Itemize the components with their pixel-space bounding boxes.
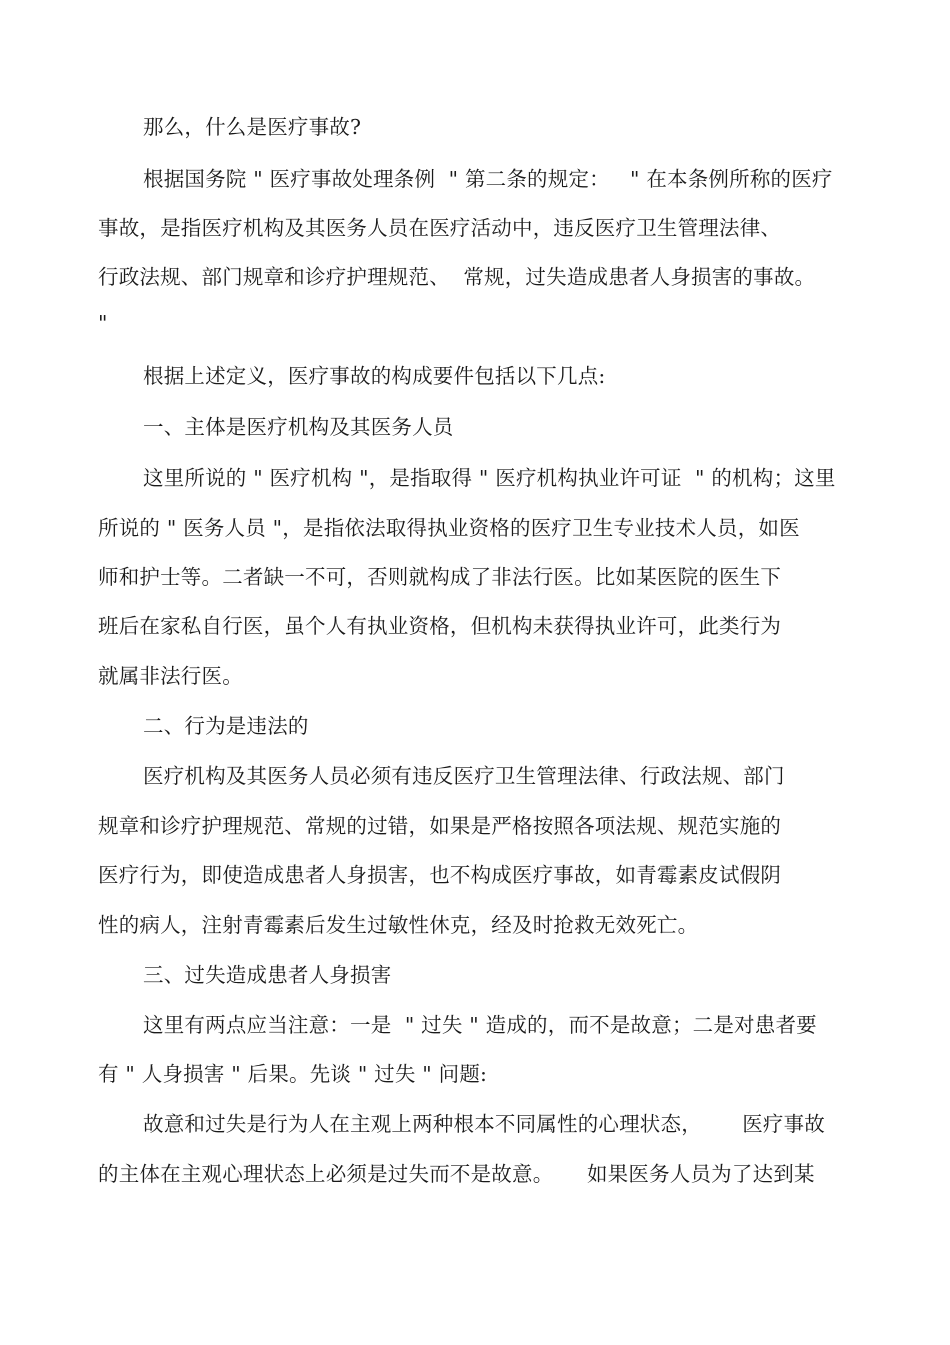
paragraph-line: 这里所说的 " 医疗机构 "，是指取得 " 医疗机构执业许可证 " 的机构；这里 — [143, 466, 836, 490]
paragraph-line: 班后在家私自行医，虽个人有执业资格，但机构未获得执业许可，此类行为 — [98, 614, 782, 638]
paragraph-line: 事故，是指医疗机构及其医务人员在医疗活动中，违反医疗卫生管理法律、 — [98, 216, 782, 240]
paragraph-line: 故意和过失是行为人在主观上两种根本不同属性的心理状态， 医疗事故 — [143, 1112, 825, 1136]
paragraph-line: 师和护士等。二者缺一不可，否则就构成了非法行医。比如某医院的医生下 — [98, 565, 782, 589]
section-heading: 三、过失造成患者人身损害 — [143, 963, 392, 987]
paragraph-line: 的主体在主观心理状态上必须是过失而不是故意。 如果医务人员为了达到某 — [98, 1162, 815, 1186]
paragraph-line: 所说的 " 医务人员 "，是指依法取得执业资格的医疗卫生专业技术人员，如医 — [98, 516, 800, 540]
paragraph-line: 医疗行为，即使造成患者人身损害，也不构成医疗事故，如青霉素皮试假阴 — [98, 863, 782, 887]
paragraph-line: 这里有两点应当注意：一是 " 过失 " 造成的，而不是故意；二是对患者要 — [143, 1013, 817, 1037]
paragraph-line: 医疗机构及其医务人员必须有违反医疗卫生管理法律、行政法规、部门 — [143, 764, 785, 788]
paragraph-line: 根据国务院 " 医疗事故处理条例 " 第二条的规定： " 在本条例所称的医疗 — [143, 167, 833, 191]
paragraph-line: 根据上述定义，医疗事故的构成要件包括以下几点: — [143, 364, 606, 388]
paragraph-line: " — [98, 311, 108, 335]
paragraph-line: 性的病人，注射青霉素后发生过敏性休克，经及时抢救无效死亡。 — [98, 913, 699, 937]
section-heading: 二、行为是违法的 — [143, 714, 309, 738]
section-heading: 一、主体是医疗机构及其医务人员 — [143, 415, 454, 439]
question-heading: 那么，什么是医疗事故? — [143, 115, 362, 139]
paragraph-line: 规章和诊疗护理规范、常规的过错，如果是严格按照各项法规、规范实施的 — [98, 814, 782, 838]
paragraph-line: 就属非法行医。 — [98, 664, 243, 688]
paragraph-line: 有 " 人身损害 " 后果。先谈 " 过失 " 问题: — [98, 1062, 488, 1086]
paragraph-line: 行政法规、部门规章和诊疗护理规范、 常规，过失造成患者人身损害的事故。 — [98, 265, 816, 289]
